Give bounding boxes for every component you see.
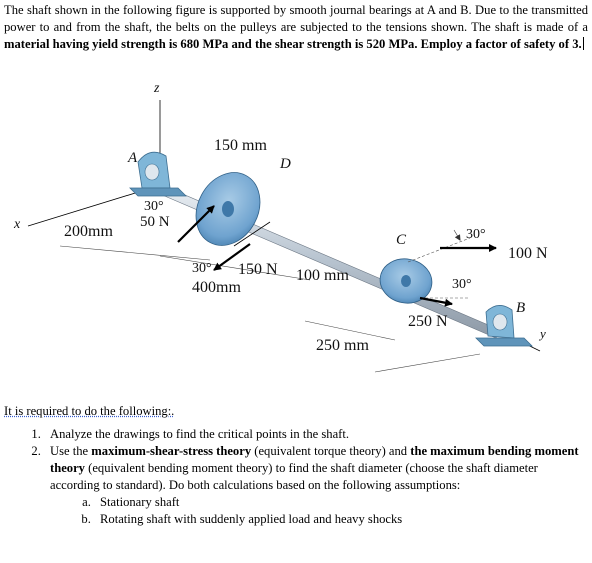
pulley-d [184,161,273,256]
label-b: B [516,300,526,316]
assumption-b: b. Rotating shaft with suddenly applied load and heavy shocks [94,511,588,528]
force-150n: 150 N [238,261,278,278]
dim-line-250b [375,354,480,372]
problem-statement [4,2,588,53]
task-item-2-bold-1: maximum-shear-stress theory [91,444,252,458]
task-item-2-text-3: (equivalent bending moment theory) to find the shaft diameter (choose the shaft diameter according to standard). Do both calculations based on the following assumptions: [50,461,538,492]
label-y: y [540,326,546,341]
task-item-1-text: Analyze the drawings to find the critical points in the shaft. [50,427,350,441]
assumption-a: a. Stationary shaft [94,494,588,511]
angle-arc-30-c [454,230,460,240]
force-50n: 50 N [140,214,170,230]
label-d: D [280,156,291,172]
task-item-2 [44,443,588,528]
task-list [4,426,588,528]
intro-text: The shaft shown in the following figure is supported by smooth journal bearings at A and B. Due to the transmitted power to and from the shaft, the belts on the pulleys are subjected to the tensions shown. The shaft is made of a [4,3,588,34]
dim-line-400 [160,256,310,280]
angle-30-b: 30° [192,261,212,276]
force-100n: 100 N [508,245,548,262]
assumption-list [50,494,588,528]
dim-150mm: 150 mm [214,137,267,154]
text-cursor [583,37,584,50]
intro-bold-text: material having yield strength is 680 MPa and the shear strength is 520 MPa. Employ a factor of safety of 3. [4,37,582,51]
label-x: x [14,217,21,232]
bearing-a [130,152,186,196]
task-item-1 [44,426,588,443]
task-item-2-bold-2: the maximum bending moment theory [50,444,579,475]
shaft-figure [0,76,592,401]
label-z: z [154,81,160,96]
task-item-2-text: Use the [50,444,92,458]
task-section [4,403,588,528]
dim-100mm: 100 mm [296,267,349,284]
angle-30-d: 30° [452,277,472,292]
angle-30-c: 30° [466,227,486,242]
label-c: C [396,232,407,248]
belt-ref-c-top [408,238,470,262]
task-lead: It is required to do the following:. [4,404,175,418]
angle-30-a: 30° [144,199,164,214]
dim-250mm: 250 mm [316,337,369,354]
dim-line-200 [60,246,210,260]
dim-200mm: 200mm [64,223,113,240]
force-250n: 250 N [408,313,448,330]
task-item-2-text-2: (equivalent torque theory) and [251,444,411,458]
label-a: A [128,150,138,166]
dim-400mm: 400mm [192,279,241,296]
